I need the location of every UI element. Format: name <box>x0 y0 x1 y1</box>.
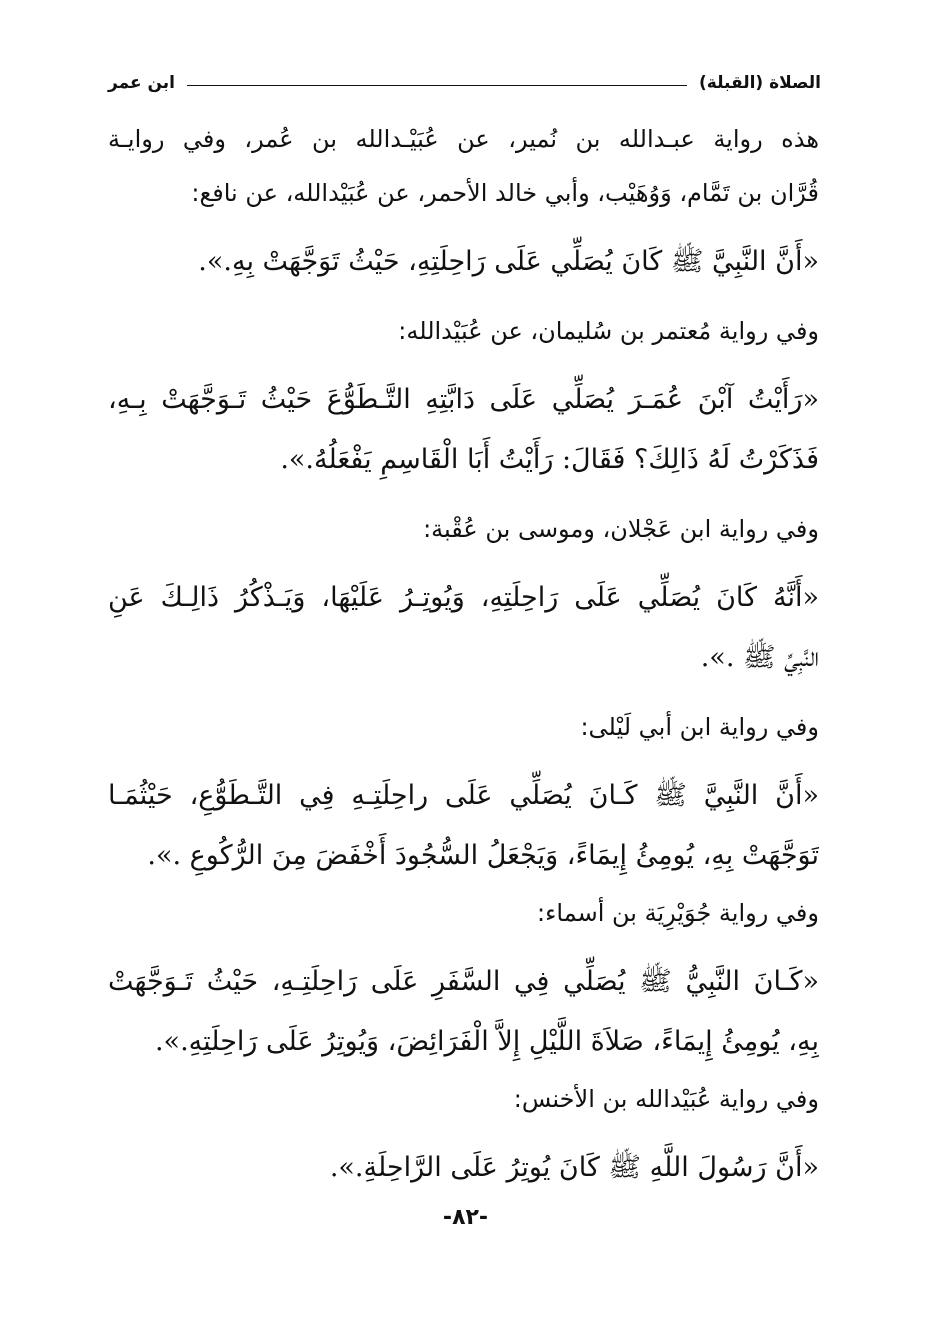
chapter-title: الصلاة (القبلة) <box>699 73 821 93</box>
text-line: قُرَّان بن تَمَّام، وَوُهَيْب، وأبي خالد الأحمر، عن عُبَيْدالله، عن نافع: <box>191 179 819 207</box>
text-line: هذه رواية عبـدالله بن نُمير، عن عُبَيْـدالله بن عُمر، وفي روايـة <box>108 125 819 153</box>
text-line: وفي رواية ابن عَجْلان، وموسى بن عُقْبة: <box>423 515 819 543</box>
hadith-line: فَذَكَرْتُ لَهُ ذَالِكَ؟ فَقَالَ: رَأَيْتُ أَبَا الْقَاسِمِ يَفْعَلُهُ.». <box>280 444 819 475</box>
text-line: وفي رواية عُبَيْدالله بن الأخنس: <box>513 1085 819 1113</box>
hadith-line: «رَأَيْتُ آبْنَ عُمَـرَ يُصَلِّي عَلَى دَابَّتِهِ التَّـطَوُّعَ حَيْثُ تَـوَجَّهَتْ بِـهِ، <box>108 384 819 415</box>
hadith-line: «أَنَّ رَسُولَ اللَّهِ ﷺ كَانَ يُوتِرُ عَلَى الرَّاحِلَةِ.». <box>329 1152 819 1183</box>
header-rule <box>187 85 687 86</box>
hadith-line: النَّبِيِّ ﷺ .». <box>700 642 819 673</box>
page-number: -٨٢- <box>442 1205 489 1230</box>
hadith-line: تَوَجَّهَتْ بِهِ، يُومِئُ إِيمَاءً، وَيَجْعَلُ السُّجُودَ أَخْفَضَ مِنَ الرُّكُوعِ .». <box>147 840 819 871</box>
text-line: وفي رواية جُوَيْرِيَة بن أسماء: <box>537 899 819 927</box>
text-line: وفي رواية ابن أبي لَيْلى: <box>580 713 819 741</box>
narrator-name: ابن عمر <box>108 73 176 93</box>
hadith-line: «أَنَّ النَّبِيَّ ﷺ كَانَ يُصَلِّي عَلَى رَاحِلَتِهِ، حَيْثُ تَوَجَّهَتْ بِهِ.». <box>198 246 819 277</box>
text-line: وفي رواية مُعتمر بن سُليمان، عن عُبَيْدالله: <box>398 317 819 345</box>
hadith-line: بِهِ، يُومِئُ إِيمَاءً، صَلاَةَ اللَّيْلِ إِلاَّ الْفَرَائِضَ، وَيُوتِرُ عَلَى رَاحِلَتِهِ.». <box>154 1026 819 1057</box>
hadith-line: «أَنَّهُ كَانَ يُصَلِّي عَلَى رَاحِلَتِهِ، وَيُوتِـرُ عَلَيْهَا، وَيَـذْكُرُ ذَالِـكَ عَنِ <box>108 582 819 613</box>
hadith-line: «كَـانَ النَّبِيُّ ﷺ يُصَلِّي فِي السَّفَرِ عَلَى رَاحِلَتِـهِ، حَيْثُ تَـوَجَّهَتْ <box>108 966 819 997</box>
body-text <box>108 112 819 1198</box>
running-header <box>108 70 821 96</box>
hadith-line: «أَنَّ النَّبِيَّ ﷺ كَـانَ يُصَلِّي عَلَى راحِلَتِـهِ فِي التَّـطَوُّعِ، حَيْثُمَـا <box>108 780 819 811</box>
